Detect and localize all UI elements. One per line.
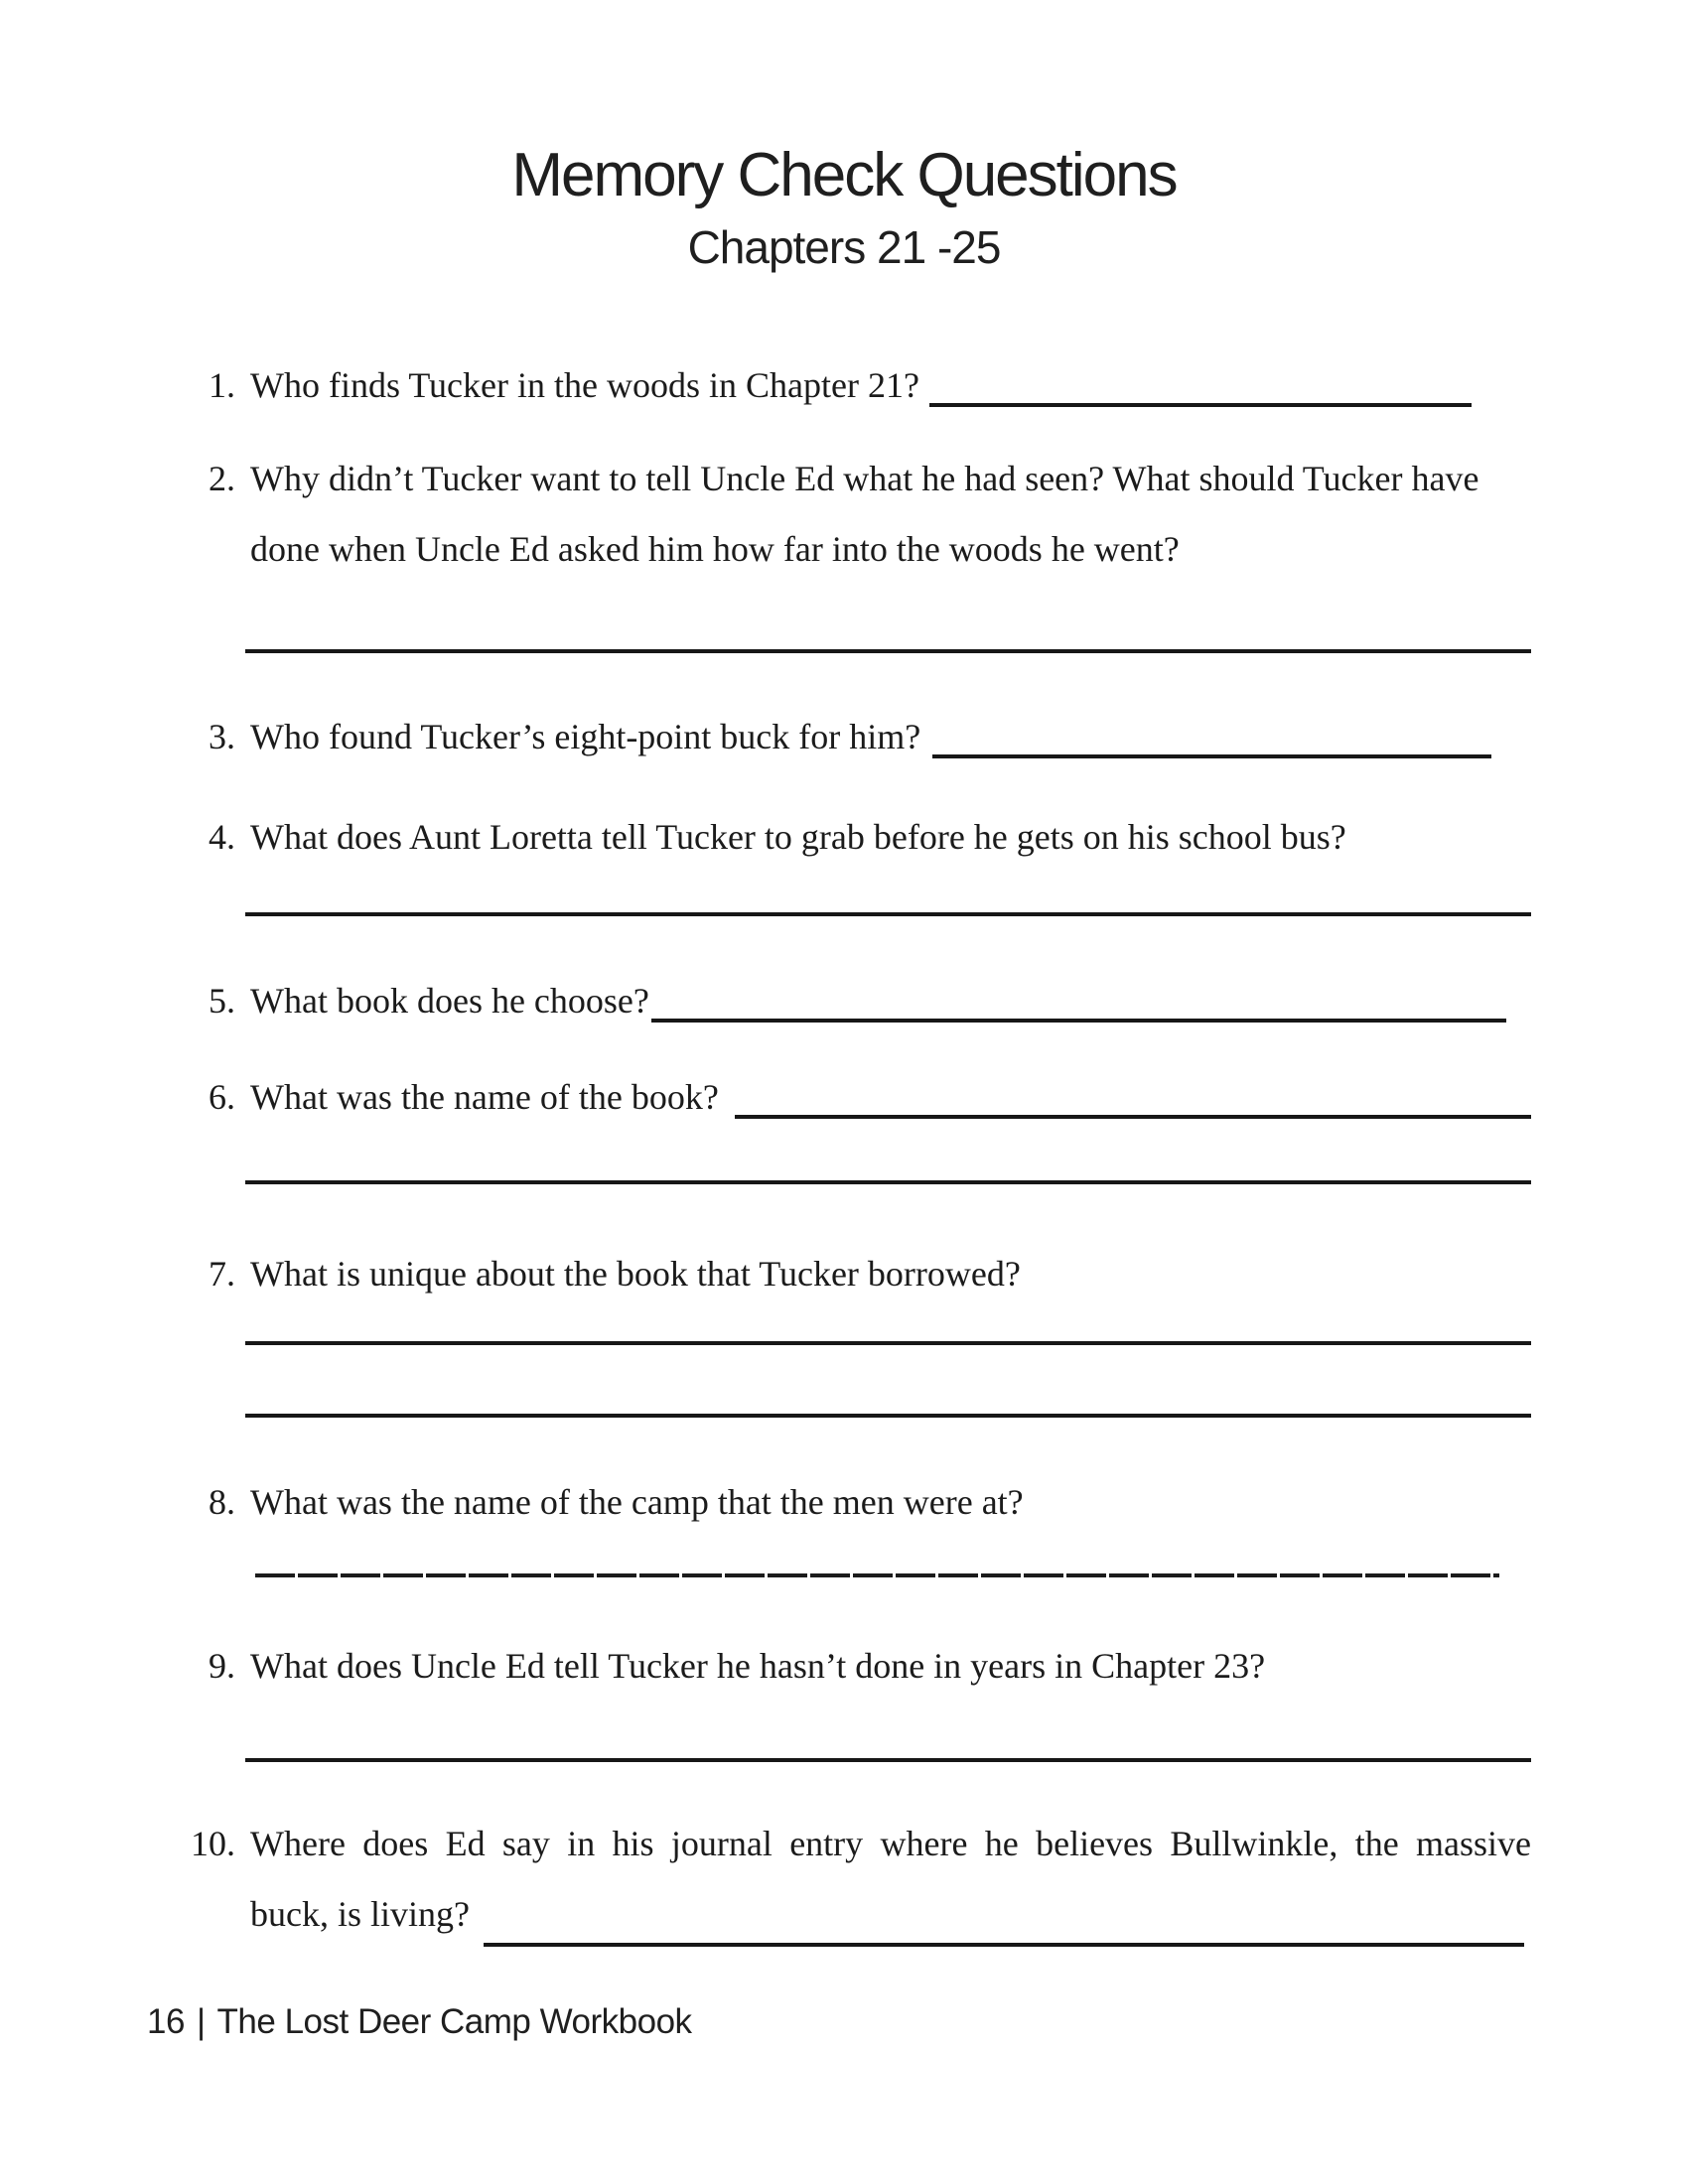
answer-blank-line (245, 912, 1531, 916)
answer-blank-line (255, 1573, 1499, 1577)
question-number: 7. (209, 1254, 235, 1294)
question-number: 3. (209, 717, 235, 756)
answer-blank-inline (470, 1879, 1531, 1950)
question-text: What is unique about the book that Tucker borrowed? (250, 1254, 1021, 1294)
answer-blank-line (245, 1180, 1531, 1184)
question-text: What was the name of the camp that the men were at? (250, 1482, 1024, 1522)
question-text: What book does he choose? (250, 981, 649, 1021)
question-text: Where does Ed say in his journal entry where he believes Bullwinkle, the massive (250, 1824, 1531, 1863)
footer-divider-bar: | (196, 2002, 206, 2041)
question-text: Who finds Tucker in the woods in Chapter 21? (250, 365, 919, 405)
page-subtitle: Chapters 21 -25 (687, 221, 1001, 273)
question-item-9 (179, 1643, 1531, 1689)
book-title: The Lost Deer Camp Workbook (216, 2002, 692, 2041)
question-number: 10. (191, 1824, 235, 1863)
question-number: 9. (209, 1646, 235, 1686)
question-item-7 (179, 1251, 1531, 1297)
question-item-8 (179, 1479, 1531, 1525)
question-text: Why didn’t Tucker want to tell Uncle Ed what he had seen? What should Tucker have (250, 459, 1479, 498)
question-number: 1. (209, 365, 235, 405)
question-item-3 (179, 714, 1531, 759)
answer-blank-inline (719, 1074, 1531, 1120)
question-text: What does Uncle Ed tell Tucker he hasn’t done in years in Chapter 23? (250, 1646, 1266, 1686)
question-number: 5. (209, 981, 235, 1021)
answer-blank-line (245, 1341, 1531, 1345)
answer-blank-inline (920, 714, 1531, 759)
question-text: done when Uncle Ed asked him how far into the woods he went? (250, 529, 1180, 569)
question-number: 4. (209, 817, 235, 857)
question-text: What was the name of the book? (250, 1077, 719, 1117)
answer-blank-inline (919, 362, 1531, 408)
answer-blank-line (245, 1414, 1531, 1418)
question-item-4 (179, 814, 1531, 860)
question-item-10 (179, 1809, 1531, 1950)
question-text: What does Aunt Loretta tell Tucker to grab before he gets on his school bus? (250, 817, 1346, 857)
answer-blank-inline (649, 978, 1531, 1024)
question-text: Who found Tucker’s eight-point buck for him? (250, 717, 921, 756)
answer-blank-line (245, 649, 1531, 653)
question-text: buck, is living? (250, 1894, 470, 1934)
question-number: 8. (209, 1482, 235, 1522)
page-footer (147, 2003, 692, 2042)
page-title: Memory Check Questions (511, 141, 1177, 209)
question-number: 6. (209, 1077, 235, 1117)
answer-blank-line (245, 1758, 1531, 1762)
page-number: 16 (147, 2002, 185, 2041)
question-item-5 (179, 978, 1531, 1024)
question-item-1 (179, 362, 1531, 408)
question-item-2 (179, 444, 1531, 585)
question-item-6 (179, 1074, 1531, 1120)
question-number: 2. (209, 459, 235, 498)
